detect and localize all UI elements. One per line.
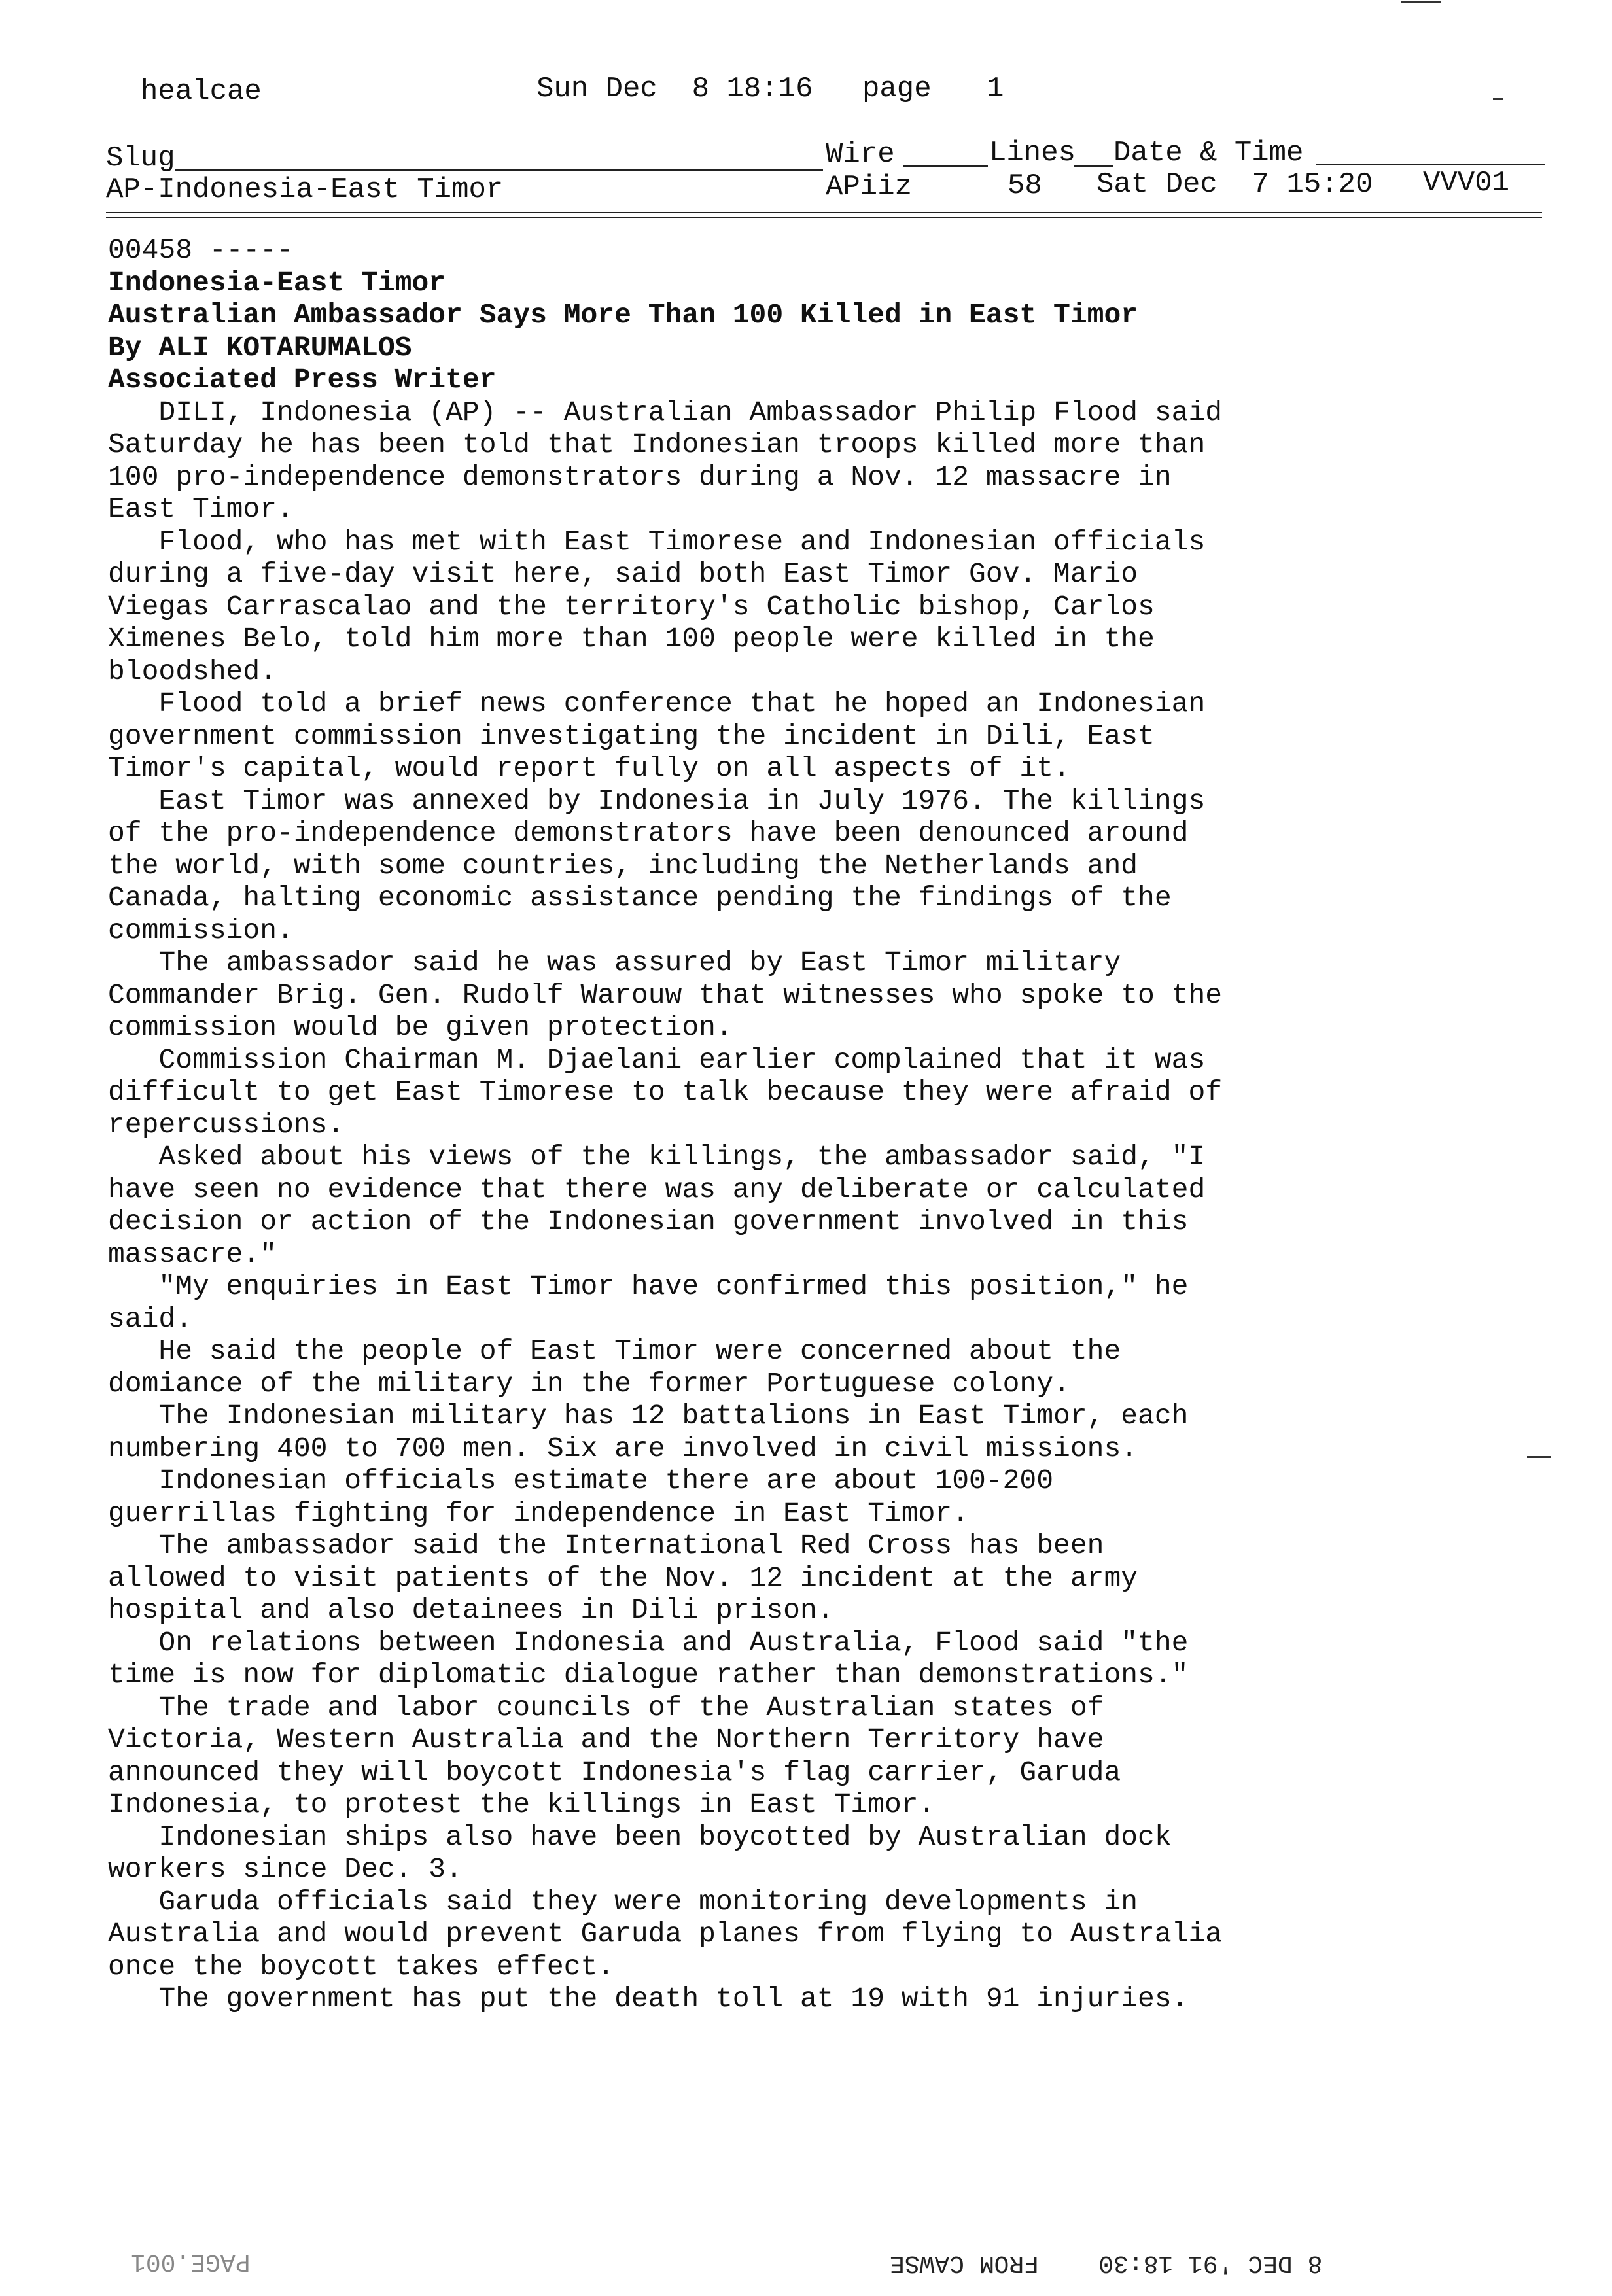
slug-value: AP-Indonesia-East Timor bbox=[106, 173, 504, 206]
fax-footer-right: 8 DEC '91 18:30 FROM CAWSE bbox=[890, 2249, 1323, 2277]
datetime-label: Date & Time bbox=[1113, 137, 1304, 169]
wire-underline bbox=[903, 165, 988, 167]
story-line: DILI, Indonesia (AP) -- Australian Ambassador Philip Flood said bbox=[108, 396, 1223, 428]
story-line: allowed to visit patients of the Nov. 12 incident at the army bbox=[108, 1561, 1138, 1594]
story-id: 00458 ----- bbox=[108, 234, 294, 266]
story-line: Commander Brig. Gen. Rudolf Warouw that witnesses who spoke to the bbox=[108, 979, 1223, 1011]
story-line: Commission Chairman M. Djaelani earlier complained that it was bbox=[108, 1043, 1206, 1076]
account-name: healcae bbox=[141, 75, 262, 108]
story-byline-org: Associated Press Writer bbox=[108, 364, 497, 396]
story-line: commission would be given protection. bbox=[108, 1011, 733, 1043]
story-byline: By ALI KOTARUMALOS bbox=[108, 331, 412, 364]
fax-footer-left: PAGE.001 bbox=[131, 2248, 251, 2276]
story-line: domiance of the military in the former Portuguese colony. bbox=[108, 1367, 1070, 1400]
story-line: bloodshed. bbox=[108, 655, 277, 687]
scan-mark-right bbox=[1493, 98, 1503, 100]
story-line: have seen no evidence that there was any deliberate or calculated bbox=[108, 1173, 1206, 1206]
lines-label: Lines bbox=[989, 137, 1076, 169]
story-line: Indonesian ships also have been boycotted by Australian dock bbox=[108, 1820, 1172, 1853]
story-line: He said the people of East Timor were concerned about the bbox=[108, 1335, 1121, 1367]
story-line: On relations between Indonesia and Australia, Flood said "the bbox=[108, 1626, 1189, 1659]
story-line: once the boycott takes effect. bbox=[108, 1950, 615, 1983]
lines-underline bbox=[1074, 165, 1113, 167]
story-line: numbering 400 to 700 men. Six are involved in civil missions. bbox=[108, 1432, 1138, 1465]
story-headline: Australian Ambassador Says More Than 100 Killed in East Timor bbox=[108, 299, 1138, 331]
story-line: Flood, who has met with East Timorese and Indonesian officials bbox=[108, 525, 1206, 558]
story-body bbox=[108, 234, 1547, 2015]
story-line: Flood told a brief news conference that he hoped an Indonesian bbox=[108, 687, 1206, 720]
story-line: massacre." bbox=[108, 1238, 277, 1270]
story-line: difficult to get East Timorese to talk because they were afraid of bbox=[108, 1076, 1223, 1108]
story-line: guerrillas fighting for independence in East Timor. bbox=[108, 1497, 970, 1529]
story-line: Garuda officials said they were monitoring developments in bbox=[108, 1885, 1138, 1918]
story-line: decision or action of the Indonesian government involved in this bbox=[108, 1206, 1189, 1238]
slug-underline bbox=[175, 169, 823, 171]
header-separator bbox=[106, 211, 1542, 218]
story-line: Ximenes Belo, told him more than 100 people were killed in the bbox=[108, 623, 1155, 655]
story-line: repercussions. bbox=[108, 1108, 345, 1141]
story-line: Timor's capital, would report fully on all aspects of it. bbox=[108, 752, 1070, 784]
story-line: time is now for diplomatic dialogue rather than demonstrations." bbox=[108, 1659, 1189, 1691]
story-line: The trade and labor councils of the Australian states of bbox=[108, 1691, 1104, 1724]
wire-value: APiiz bbox=[826, 171, 913, 203]
story-line: government commission investigating the incident in Dili, East bbox=[108, 720, 1155, 752]
story-line: announced they will boycott Indonesia's flag carrier, Garuda bbox=[108, 1756, 1121, 1788]
print-date: Sun Dec 8 18:16 bbox=[536, 73, 813, 105]
story-line: said. bbox=[108, 1302, 193, 1335]
story-line: The ambassador said he was assured by East Timor military bbox=[108, 947, 1121, 979]
story-line: East Timor was annexed by Indonesia in July 1976. The killings bbox=[108, 784, 1206, 817]
code-value: VVV01 bbox=[1423, 167, 1510, 200]
story-line: "My enquiries in East Timor have confirmed this position," he bbox=[108, 1270, 1189, 1302]
page-label: page bbox=[862, 73, 932, 105]
story-line: Victoria, Western Australia and the Northern Territory have bbox=[108, 1724, 1104, 1756]
lines-value: 58 bbox=[1008, 169, 1042, 202]
page-number: 1 bbox=[987, 73, 1004, 105]
story-line: The Indonesian military has 12 battalions in East Timor, each bbox=[108, 1400, 1189, 1432]
story-line: The government has put the death toll at 19 with 91 injuries. bbox=[108, 1983, 1189, 2015]
scan-mark-mid bbox=[1527, 1456, 1551, 1458]
wire-label: Wire bbox=[826, 138, 895, 171]
story-line: East Timor. bbox=[108, 493, 294, 525]
story-line: commission. bbox=[108, 914, 294, 947]
story-line: The ambassador said the International Red Cross has been bbox=[108, 1529, 1104, 1561]
scan-mark-top bbox=[1401, 1, 1441, 3]
story-line: Canada, halting economic assistance pending the findings of the bbox=[108, 882, 1172, 914]
story-line: the world, with some countries, including the Netherlands and bbox=[108, 849, 1138, 882]
datetime-value: Sat Dec 7 15:20 bbox=[1096, 168, 1373, 201]
story-line: hospital and also detainees in Dili prison. bbox=[108, 1594, 834, 1626]
story-line: of the pro-independence demonstrators have been denounced around bbox=[108, 817, 1189, 849]
story-slug-heading: Indonesia-East Timor bbox=[108, 266, 446, 299]
story-text bbox=[108, 396, 1547, 2015]
story-line: Saturday he has been told that Indonesian troops killed more than bbox=[108, 428, 1206, 461]
story-line: Indonesian officials estimate there are about 100-200 bbox=[108, 1465, 1054, 1497]
story-line: during a five-day visit here, said both East Timor Gov. Mario bbox=[108, 558, 1138, 590]
story-line: Viegas Carrascalao and the territory's Catholic bishop, Carlos bbox=[108, 590, 1155, 623]
story-line: Australia and would prevent Garuda planes from flying to Australia bbox=[108, 1918, 1223, 1950]
slug-label: Slug bbox=[106, 142, 175, 175]
story-line: Asked about his views of the killings, the ambassador said, "I bbox=[108, 1141, 1206, 1173]
story-line: workers since Dec. 3. bbox=[108, 1853, 463, 1885]
story-line: Indonesia, to protest the killings in East Timor. bbox=[108, 1788, 936, 1820]
story-line: 100 pro-independence demonstrators during a Nov. 12 massacre in bbox=[108, 461, 1172, 493]
datetime-underline bbox=[1316, 164, 1545, 165]
